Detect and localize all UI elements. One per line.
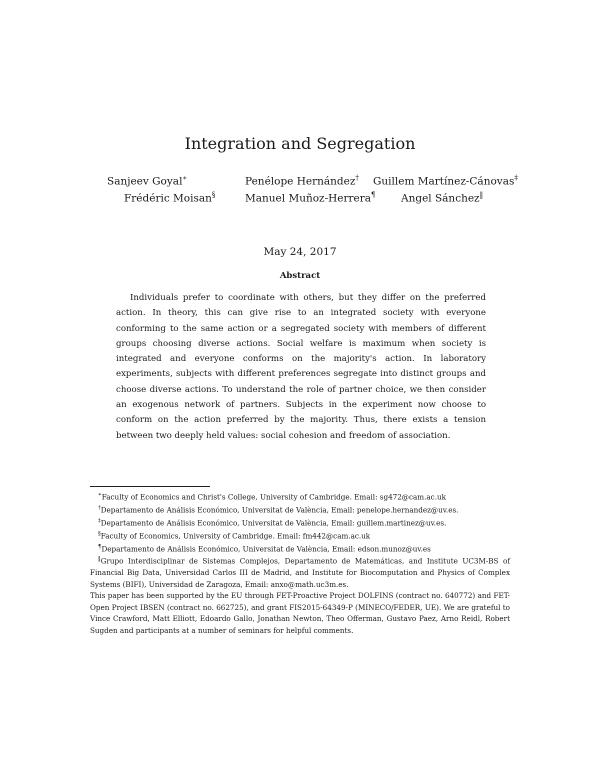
author-mark: † — [355, 174, 359, 182]
footnote-text: Faculty of Economics and Christ's College, University of Cambridge. Email: sg472@cam.ac.uk — [101, 492, 446, 502]
author-name: Penélope Hernández — [245, 175, 356, 188]
footnote-item — [90, 490, 510, 503]
footnote-rule — [90, 486, 210, 487]
author-mark: ¶ — [371, 191, 376, 199]
abstract-text: Individuals prefer to coordinate with others, but they differ on the preferred action. In theory, this can give rise to an integrated society with everyone conforming to the same action or a segregated society with members of different groups choosing diverse actions. Social welfare is maximum when society is integrated and everyone conforms on the majority's action. In laboratory experiments, subjects with different preferences segregate into distinct groups and choose diverse actions. To understand the role of partner choice, we then consider an exogenous network of partners. Subjects in the experiment now choose to conform on the action preferred by the majority. Thus, there exists a tension between two deeply held values: social cohesion and freedom of association. — [116, 293, 486, 441]
author-mark: ∗ — [182, 174, 188, 182]
footnote-text: Faculty of Economics, University of Cambridge. Email: fm442@cam.ac.uk — [100, 531, 371, 541]
footnote-mark: ‡ — [98, 517, 101, 524]
publication-date: May 24, 2017 — [263, 246, 337, 258]
footnote-mark: ¶ — [98, 543, 102, 550]
footnote-mark: ‖ — [98, 556, 101, 563]
footnote-item — [90, 529, 510, 542]
paper-title: Integration and Segregation — [184, 134, 416, 153]
author-mark: ‖ — [479, 191, 484, 199]
author-name: Sanjeev Goyal — [107, 175, 183, 188]
author-sanchez — [401, 191, 483, 205]
author-name: Guillem Martínez-Cánovas — [373, 175, 515, 188]
author-martinez-canovas — [373, 174, 518, 188]
footnote-item — [90, 503, 510, 516]
footnote-text: Departamento de Análisis Económico, Universitat de València, Email: penelope.hernandez@uv.es. — [100, 505, 459, 515]
author-name: Angel Sánchez — [401, 192, 480, 205]
author-goyal — [107, 174, 187, 188]
author-mark: ‡ — [514, 174, 518, 182]
footnote-mark: † — [98, 504, 101, 511]
footnote-item — [90, 516, 510, 529]
footnote-mark: ∗ — [98, 492, 102, 498]
footnote-item — [90, 554, 510, 590]
footnote-text: Grupo Interdisciplinar de Sistemas Complejos, Departamento de Matemáticas, and Institute UC3M-BS of Financial Big Data, Universidad Carlos III de Madrid, and Institute for Biocomputation and Physics of Complex Systems (BIFI), Universidad de Zaragoza, Email: anxo@math.uc3m.es. — [90, 556, 510, 589]
footnote-text: Departamento de Análisis Económico, Universitat de València, Email: guillem.martinez@uv.es. — [100, 518, 447, 528]
acknowledgement: This paper has been supported by the EU through FET-Proactive Project DOLFINS (contract no. 640772) and FET-Open Project IBSEN (contract no. 662725), and grant FIS2015-64349-P (MINECO/FEDER, UE). We are grateful to Vince Crawford, Matt Elliott, Edoardo Gallo, Jonathan Newton, Theo Offerman, Gustavo Paez, Arno Reidl, Robert Sugden and participants at a number of seminars for helpful comments. — [90, 591, 510, 635]
author-munoz-herrera — [245, 191, 376, 205]
footnotes — [90, 490, 510, 636]
footnote-mark: § — [98, 530, 101, 537]
footnote-text: Departamento de Análisis Económico, Universitat de València, Email: edson.munoz@uv.es — [101, 543, 431, 553]
author-name: Manuel Muñoz-Herrera — [245, 192, 372, 205]
footnote-item — [90, 542, 510, 555]
author-moisan — [124, 191, 215, 205]
abstract-heading: Abstract — [279, 271, 321, 281]
author-hernandez — [245, 174, 359, 188]
author-mark: § — [211, 191, 216, 199]
author-name: Frédéric Moisan — [124, 192, 212, 205]
